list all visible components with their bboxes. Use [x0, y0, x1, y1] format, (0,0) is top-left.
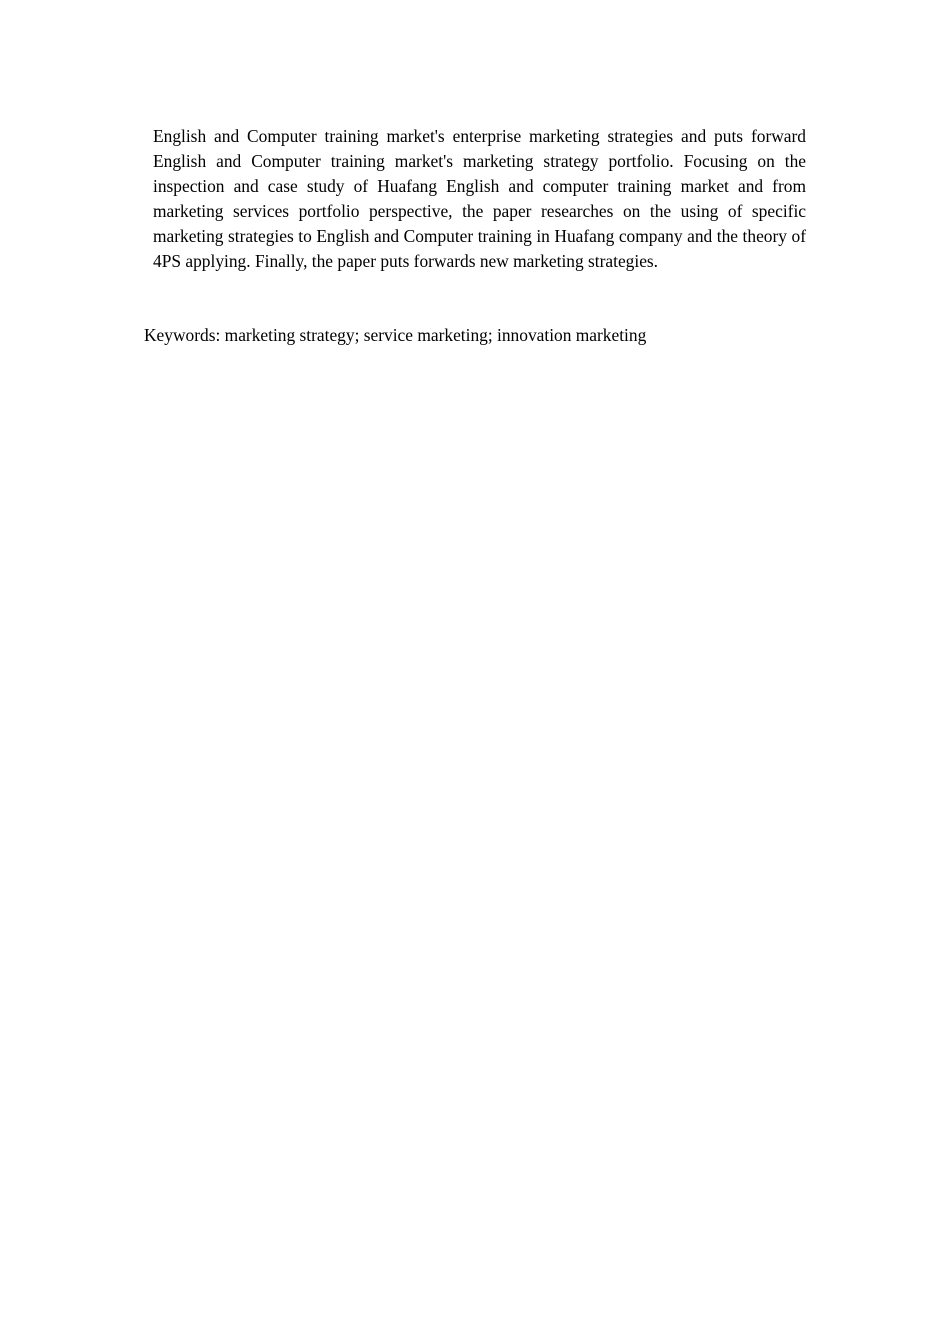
keywords-label: Keywords: [144, 325, 225, 345]
abstract-paragraph: English and Computer training market's enterprise marketing strategies and puts forward English and Computer training market's marketing strategy portfolio. Focusing on the inspection and case study of Huafang English and computer training market and from marketing services portfolio perspective, the paper researches on the using of specific marketing strategies to English and Computer training in Huafang company and the theory of 4PS applying. Finally, the paper puts forwards new marketing strategies. [153, 126, 806, 271]
keywords-line [144, 323, 844, 348]
keywords-values: marketing strategy; service marketing; innovation marketing [224, 325, 647, 345]
